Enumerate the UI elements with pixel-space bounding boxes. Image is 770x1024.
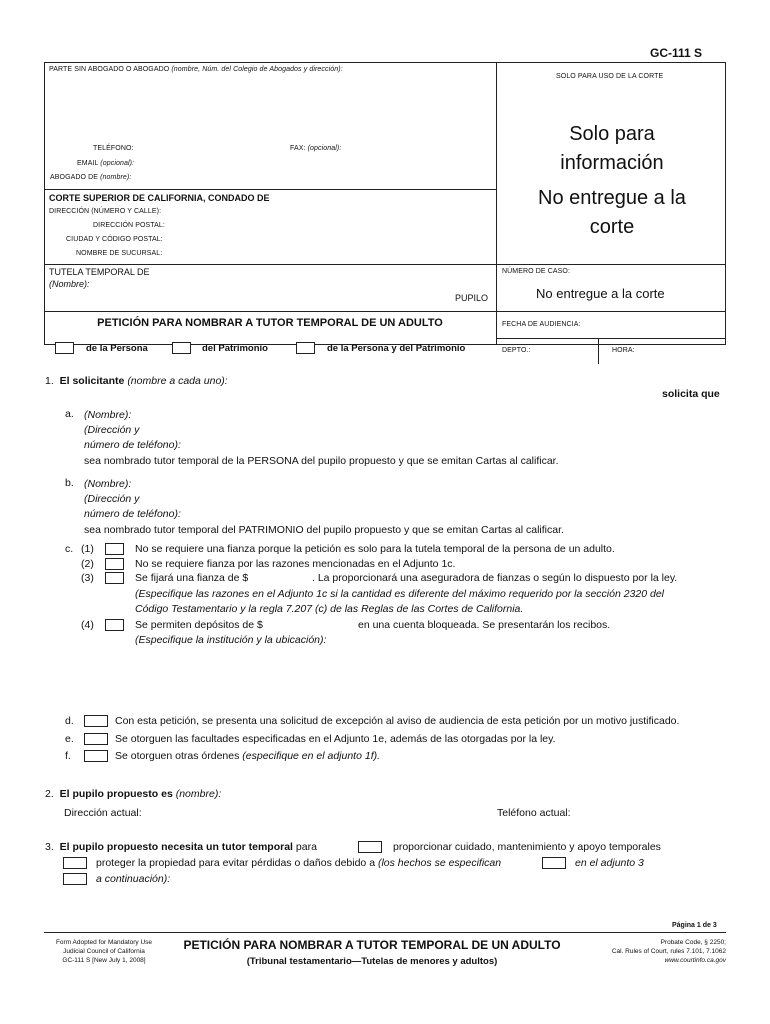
item3-opt2-checkbox[interactable] <box>63 857 87 869</box>
party-label: PARTE SIN ABOGADO O ABOGADO (nombre, Núm. del Colegio de Abogados y dirección): <box>49 66 343 73</box>
e-checkbox[interactable] <box>84 733 108 745</box>
item1e-text: Se otorguen las facultades especificadas en el Adjunto 1e, además de las otorgadas por la ley. <box>115 733 556 745</box>
email-label: EMAIL (opcional): <box>77 160 135 167</box>
item1c1-num: (1) <box>81 543 94 555</box>
item1c4-num: (4) <box>81 619 94 631</box>
item1b-text: sea nombrado tutor temporal del PATRIMONIO del pupilo propuesto y que se emitan Cartas al calificar. <box>84 524 564 536</box>
solicita-que: solicita que <box>662 388 720 400</box>
item1f-letter: f. <box>65 750 71 762</box>
item3-opt1-checkbox[interactable] <box>358 841 382 853</box>
telefono-label: TELÉFONO: <box>93 145 134 152</box>
item1c-letter: c. <box>65 543 74 555</box>
petition-title: PETICIÓN PARA NOMBRAR A TUTOR TEMPORAL DE UN ADULTO <box>97 317 443 329</box>
ciudad-label: CIUDAD Y CÓDIGO POSTAL: <box>66 236 163 243</box>
sucursal-label: NOMBRE DE SUCURSAL: <box>76 250 163 257</box>
item1a-text: sea nombrado tutor temporal de la PERSONA del pupilo propuesto y que se emitan Cartas al calificar. <box>84 455 559 467</box>
c4-checkbox[interactable] <box>105 619 124 631</box>
item1c3-note: (Especifique las razones en el Adjunto 1c si la cantidad es diferente del máximo requerido por la sección 2320 del Código Testamentario y la regla 7.207 (c) de las Reglas de las Cortes de California. <box>135 588 665 615</box>
form-id: GC-111 S <box>650 46 703 60</box>
item3-opt3-checkbox[interactable] <box>63 873 87 885</box>
item1-heading: 1. El solicitante (nombre a cada uno): <box>45 375 228 387</box>
ambos-checkbox[interactable] <box>296 342 315 354</box>
page-number: Página 1 de 3 <box>672 922 717 929</box>
footer-subtitle: (Tribunal testamentario—Tutelas de menores y adultos) <box>246 956 498 967</box>
item3-opt3: a continuación): <box>96 873 171 885</box>
item1f-text: Se otorguen otras órdenes (especifique en el adjunto 1f). <box>115 750 381 762</box>
item1c2-text: No se requiere fianza por las razones mencionadas en el Adjunto 1c. <box>135 558 456 570</box>
item1b-fields: (Nombre): (Dirección y número de teléfono): <box>84 478 181 520</box>
footer-title: PETICIÓN PARA NOMBRAR A TUTOR TEMPORAL DE UN ADULTO <box>183 938 561 952</box>
court-use-label: SOLO PARA USO DE LA CORTE <box>556 73 664 80</box>
item1d-text: Con esta petición, se presenta una solicitud de excepción al aviso de audiencia de esta petición por un motivo justificado. <box>115 715 680 727</box>
item2-telefono: Teléfono actual: <box>497 807 571 819</box>
direccion-label: DIRECCIÓN (NÚMERO Y CALLE): <box>49 208 162 215</box>
item2-direccion: Dirección actual: <box>64 807 142 819</box>
fax-label: FAX: (opcional): <box>290 145 342 152</box>
item3-heading: 3. El pupilo propuesto necesita un tutor temporal para <box>45 841 317 853</box>
item1c4-note: (Especifique la institución y la ubicación): <box>135 634 327 646</box>
item1c3-num: (3) <box>81 572 94 584</box>
hora-label: HORA: <box>612 347 635 354</box>
direccion-postal-label: DIRECCIÓN POSTAL: <box>93 222 165 229</box>
item3-opt1: proporcionar cuidado, mantenimiento y apoyo temporales <box>393 841 661 853</box>
persona-label: de la Persona <box>86 343 148 354</box>
d-checkbox[interactable] <box>84 715 108 727</box>
c1-checkbox[interactable] <box>105 543 124 555</box>
item1c4-text-b: en una cuenta bloqueada. Se presentarán los recibos. <box>358 619 611 631</box>
info-stamp: Solo para información No entregue a la corte <box>538 123 686 238</box>
item2-heading: 2. El pupilo propuesto es (nombre): <box>45 788 222 800</box>
item1a-letter: a. <box>65 408 74 420</box>
pupilo-label: PUPILO <box>455 293 489 303</box>
item1c2-num: (2) <box>81 558 94 570</box>
item1e-letter: e. <box>65 733 74 745</box>
patrimonio-checkbox[interactable] <box>172 342 191 354</box>
item1c3-text-b: . La proporcionará una aseguradora de fianzas o según lo dispuesto por la ley. <box>312 572 678 584</box>
persona-checkbox[interactable] <box>55 342 74 354</box>
item1c3-text-a: Se fijará una fianza de $ <box>135 572 249 584</box>
item1a-fields: (Nombre): (Dirección y número de teléfono): <box>84 409 181 451</box>
patrimonio-label: del Patrimonio <box>202 343 268 354</box>
hearing-date-label: FECHA DE AUDIENCIA: <box>502 321 581 328</box>
depto-label: DEPTO.: <box>502 347 531 354</box>
court-name: CORTE SUPERIOR DE CALIFORNIA, CONDADO DE <box>49 193 270 203</box>
f-checkbox[interactable] <box>84 750 108 762</box>
item1d-letter: d. <box>65 715 74 727</box>
tutela-label: TUTELA TEMPORAL DE <box>49 267 150 277</box>
abogado-label: ABOGADO DE (nombre): <box>50 174 132 181</box>
item3-opt2: proteger la propiedad para evitar pérdidas o daños debido a (los hechos se especifican <box>96 857 502 869</box>
item1c4-text-a: Se permiten depósitos de $ <box>135 619 263 631</box>
item1c1-text: No se requiere una fianza porque la petición es solo para la tutela temporal de la persona de un adulto. <box>135 543 615 555</box>
ambos-label: de la Persona y del Patrimonio <box>327 343 466 354</box>
footer-right: Probate Code, § 2250; Cal. Rules of Court, rules 7.101, 7.1062 www.courtinfo.ca.gov <box>611 939 726 964</box>
nombre-label: (Nombre): <box>49 279 90 289</box>
c3-checkbox[interactable] <box>105 572 124 584</box>
footer-left: Form Adopted for Mandatory Use Judicial Council of California GC-111 S [New July 1, 2008] <box>55 939 153 964</box>
item1b-letter: b. <box>65 477 74 489</box>
item3-adjunto-checkbox[interactable] <box>542 857 566 869</box>
item3-adjunto: en el adjunto 3 <box>575 857 644 869</box>
case-number-note: No entregue a la corte <box>536 286 665 301</box>
c2-checkbox[interactable] <box>105 558 124 570</box>
case-number-label: NÚMERO DE CASO: <box>502 268 571 275</box>
